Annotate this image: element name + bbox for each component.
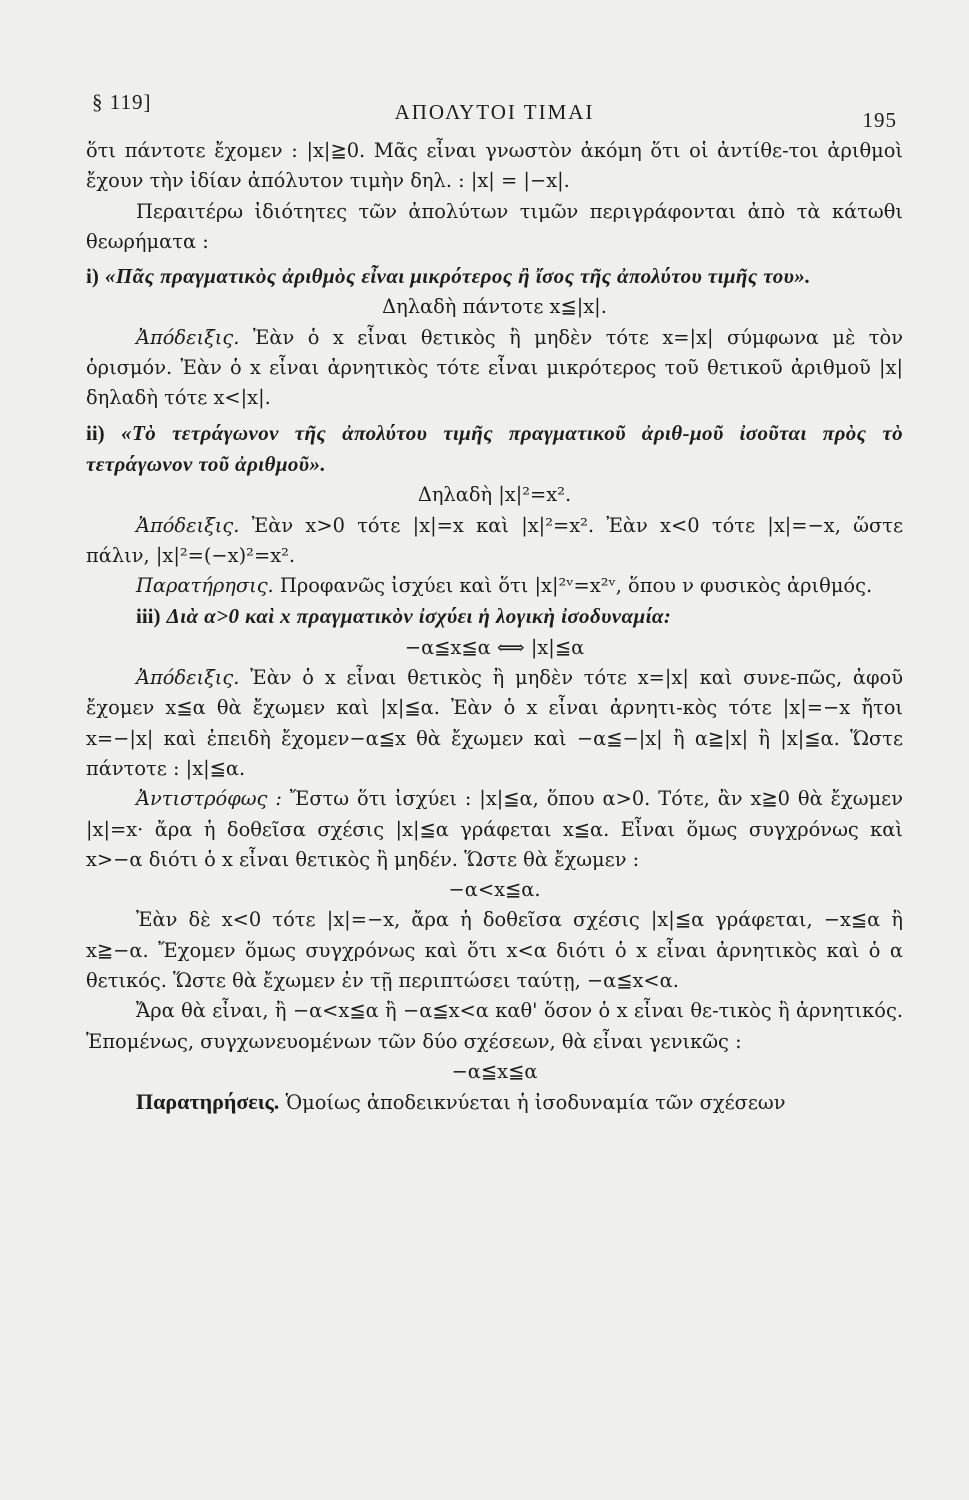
theorem-label: ii) [86, 420, 105, 445]
paragraph: ὅτι πάντοτε ἔχομεν : |x|≧0. Μᾶς εἶναι γνωστὸν ἀκόμη ὅτι οἱ ἀντίθε-τοι ἀριθμοὶ ἔχουν τὴν ἰδίαν ἀπόλυτον τιμὴν δηλ. : |x| = |−x|. [86, 139, 903, 193]
theorem-2 [86, 418, 903, 481]
proof-label: Ἀπόδειξις. [136, 513, 240, 537]
notes-text: Ὁμοίως ἀποδεικνύεται ἡ ἰσοδυναμία τῶν σχέσεων [285, 1091, 786, 1115]
converse [86, 784, 903, 875]
proof [86, 663, 903, 784]
section-number: § 119] [92, 90, 152, 114]
converse-label: Ἀντιστρόφως : [136, 787, 282, 811]
running-title: ΑΠΟΛΥΤΟΙ ΤΙΜΑΙ [394, 100, 595, 124]
theorem-statement: «Πᾶς πραγματικὸς ἀριθμὸς εἶναι μικρότερος ἢ ἴσος τῆς ἀπολύτου τιμῆς του». [105, 264, 811, 289]
formula: Δηλαδὴ πάντοτε x≦|x|. [382, 295, 607, 319]
proof-label: Ἀπόδειξις. [136, 325, 240, 349]
theorem-statement: Διὰ α>0 καὶ x πραγματικὸν ἰσχύει ἡ λογικὴ ἰσοδυναμία: [166, 604, 672, 629]
notes-label: Παρατηρήσεις. [136, 1089, 280, 1115]
page-number: 195 [862, 108, 897, 132]
remark-label: Παρατήρησις. [136, 574, 274, 598]
formula: Δηλαδὴ |x|²=x². [417, 483, 572, 507]
formula: −α≦x≦α ⟺ |x|≦α [404, 635, 585, 659]
theorem-1 [86, 261, 903, 292]
formula: −α≦x≦α [451, 1059, 538, 1083]
theorem-3 [86, 601, 903, 632]
theorem-statement: «Τὸ τετράγωνον τῆς ἀπολύτου τιμῆς πραγματικοῦ ἀριθ-μοῦ ἰσοῦται πρὸς τὸ τετράγωνον τοῦ ἀριθμοῦ». [86, 420, 903, 476]
theorem-label: iii) [136, 604, 161, 629]
proof [86, 511, 903, 572]
proof [86, 323, 903, 414]
paragraph: Ἐὰν δὲ x<0 τότε |x|=−x, ἄρα ἡ δοθεῖσα σχέσις |x|≦α γράφεται, −x≦α ἢ x≧−α. Ἔχομεν ὅμως συγχρόνως καὶ ὅτι x<α διότι ὁ x εἶναι ἀρνητικὸς καὶ ὁ α θετικός. Ὥστε θὰ ἔχωμεν ἐν τῇ περιπτώσει ταύτῃ, −α≦x<α. [86, 908, 903, 993]
proof-text: Ἐὰν x>0 τότε |x|=x καὶ |x|²=x². Ἐὰν x<0 τότε |x|=−x, ὥστε πάλιν, |x|²=(−x)²=x². [86, 513, 903, 567]
remark-text: Προφανῶς ἰσχύει καὶ ὅτι |x|²ᵛ=x²ᵛ, ὅπου ν φυσικὸς ἀριθμός. [279, 574, 873, 598]
paragraph: Ἄρα θὰ εἶναι, ἢ −α<x≦α ἢ −α≦x<α καθ' ὅσον ὁ x εἶναι θε-τικὸς ἢ ἀρνητικός. Ἑπομένως, συγχωνευομένων τῶν δύο σχέσεων, θὰ εἶναι γενικῶς : [86, 999, 903, 1053]
page-header [86, 82, 903, 132]
notes [86, 1087, 903, 1118]
converse-text: Ἔστω ὅτι ἰσχύει : |x|≦α, ὅπου α>0. Τότε, ἂν x≧0 θὰ ἔχωμεν |x|=x· ἄρα ἡ δοθεῖσα σχέσις |x|≦α γράφεται x≦α. Εἶναι ὅμως συγχρόνως καὶ x>−α διότι ὁ x εἶναι θετικὸς ἢ μηδέν. Ὥστε θὰ ἔχωμεν : [86, 787, 904, 871]
remark [86, 571, 903, 601]
page-body [86, 136, 903, 1119]
formula: −α<x≦α. [448, 878, 541, 902]
proof-label: Ἀπόδειξις. [136, 666, 240, 690]
theorem-label: i) [86, 264, 99, 289]
proof-text: Ἐὰν ὁ x εἶναι θετικὸς ἢ μηδὲν τότε x=|x| καὶ συνε-πῶς, ἀφοῦ ἔχομεν x≦α θὰ ἔχωμεν καὶ |x|≦α. Ἐὰν ὁ x εἶναι ἀρνητι-κὸς τότε |x|=−x ἤτοι x=−|x| καὶ ἐπειδὴ ἔχομεν−α≦x θὰ ἔχωμεν καὶ −α≦−|x| ἢ α≧|x| ἢ |x|≦α. Ὥστε πάντοτε : |x|≦α. [86, 666, 903, 780]
paragraph: Περαιτέρω ἰδιότητες τῶν ἀπολύτων τιμῶν περιγράφονται ἀπὸ τὰ κάτωθι θεωρήματα : [86, 199, 903, 253]
proof-text: Ἐὰν ὁ x εἶναι θετικὸς ἢ μηδὲν τότε x=|x| σύμφωνα μὲ τὸν ὁρισμόν. Ἐὰν ὁ x εἶναι ἀρνητικὸς τότε εἶναι μικρότερος τοῦ θετικοῦ ἀριθμοῦ |x| δηλαδὴ τότε x<|x|. [86, 325, 903, 410]
